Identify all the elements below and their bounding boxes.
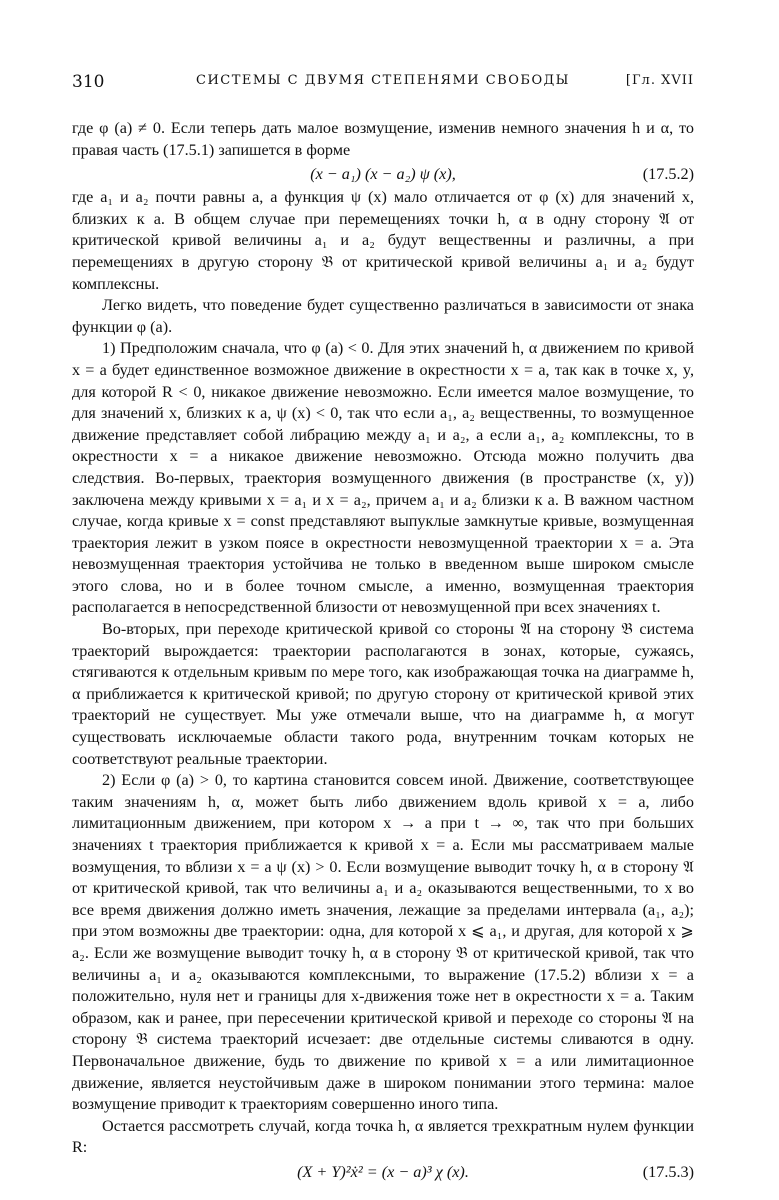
page-header	[72, 72, 694, 96]
equation-number: (17.5.3)	[642, 1162, 694, 1181]
paragraph: Легко видеть, что поведение будет существенно различаться в зависимости от знака функции φ (a).	[72, 296, 694, 336]
paragraph: 1) Предположим сначала, что φ (a) < 0. Для этих значений h, α движением по кривой x = a будет единственное возможное движение в окрестности x = a, так как в точке x, y, для которой R < 0, никакое движение невозможно. Если имеется малое возмущение, то для значений x, близких к a, ψ (x) < 0, так что если a₁, a₂ вещественны, то возмущенное движение представляет собой либрацию между a₁ и a₂, а если a₁, a₂ комплексны, то в окрестности x = a никакое движение невозможно. Отсюда можно получить два следствия. Во-первых, траектория возмущенного движения (в пространстве (x, y)) заключена между кривыми x = a₁ и x = a₂, причем a₁ и a₂ близки к a. В важном частном случае, когда кривые x = const представляют выпуклые замкнутые кривые, возмущенная траектория лежит в узком поясе в окрестности невозмущенной траектории x = a. Эта невозмущенная траектория устойчива не только в введенном выше широком смысле этого слова, но и в более точном смысле, а именно, возмущенная траектория располагается в непосредственной близости от невозмущенной при всех значениях t.	[72, 339, 694, 617]
chapter-label: [Гл. XVII	[625, 73, 694, 88]
equation-17-5-3	[72, 1159, 694, 1185]
page-body	[72, 118, 694, 1185]
equation-expression: (x − a₁) (x − a₂) ψ (x),	[310, 165, 456, 184]
equation-17-5-2	[72, 161, 694, 187]
paragraph: где a₁ и a₂ почти равны a, а функция ψ (x) мало отличается от φ (x) для значений x, близких к a. В общем случае при перемещениях точки h, α в одну сторону 𝔄 от критической кривой величины a₁ и a₂ будут вещественны и различны, а при перемещениях в другую сторону 𝔅 от критической кривой величины a₁ и a₂ будут комплексны.	[72, 188, 694, 293]
paragraph: где φ (a) ≠ 0. Если теперь дать малое возмущение, изменив немного значения h и α, то правая часть (17.5.1) запишется в форме	[72, 119, 694, 159]
equation-expression: (X + Y)²ẋ² = (x − a)³ χ (x).	[297, 1162, 469, 1181]
page-number: 310	[72, 72, 105, 92]
paragraph: 2) Если φ (a) > 0, то картина становится совсем иной. Движение, соответствующее таким значениям h, α, может быть либо движением вдоль кривой x = a, либо лимитационным движением, при котором x → a при t → ∞, так что при больших значениях t траектория приближается к кривой x = a. Если мы рассматриваем малые возмущения, то вблизи x = a ψ (x) > 0. Если возмущение выводит точку h, α в сторону 𝔄 от критической кривой, так что величины a₁ и a₂ оказываются вещественными, то x во все время движения должно иметь значения, лежащие за пределами интервала (a₁, a₂); при этом возможны две траектории: одна, для которой x ⩽ a₁, и другая, для которой x ⩾ a₂. Если же возмущение выводит точку h, α в сторону 𝔅 от критической кривой, так что величины a₁ и a₂ оказываются комплексными, то выражение (17.5.2) вблизи x = a положительно, нуля нет и границы для x-движения тоже нет в окрестности x = a. Таким образом, как и ранее, при пересечении критической кривой и переходе со стороны 𝔄 на сторону 𝔅 система траекторий исчезает: две отдельные системы сливаются в одну. Первоначальное движение, будь то движение по кривой x = a или лимитационное движение, является неустойчивым даже в широком понимании этого термина: малое возмущение приводит к траекториям совершенно иного типа.	[72, 771, 694, 1114]
paragraph: Во-вторых, при переходе критической кривой со стороны 𝔄 на сторону 𝔅 система траекторий вырождается: траектории располагаются в зонах, которые, сужаясь, стягиваются к отдельным кривым по мере того, как изображающая точка на диаграмме h, α приближается к критической кривой; по другую сторону от критической кривой этих траекторий не существует. Мы уже отмечали выше, что на диаграмме h, α могут существовать исключаемые области такого рода, внутренним точкам которых не соответствуют реальные траектории.	[72, 620, 694, 768]
paragraph: Остается рассмотреть случай, когда точка h, α является трехкратным нулем функции R:	[72, 1116, 694, 1157]
equation-number: (17.5.2)	[642, 165, 694, 184]
running-title: СИСТЕМЫ С ДВУМЯ СТЕПЕНЯМИ СВОБОДЫ	[196, 73, 570, 88]
